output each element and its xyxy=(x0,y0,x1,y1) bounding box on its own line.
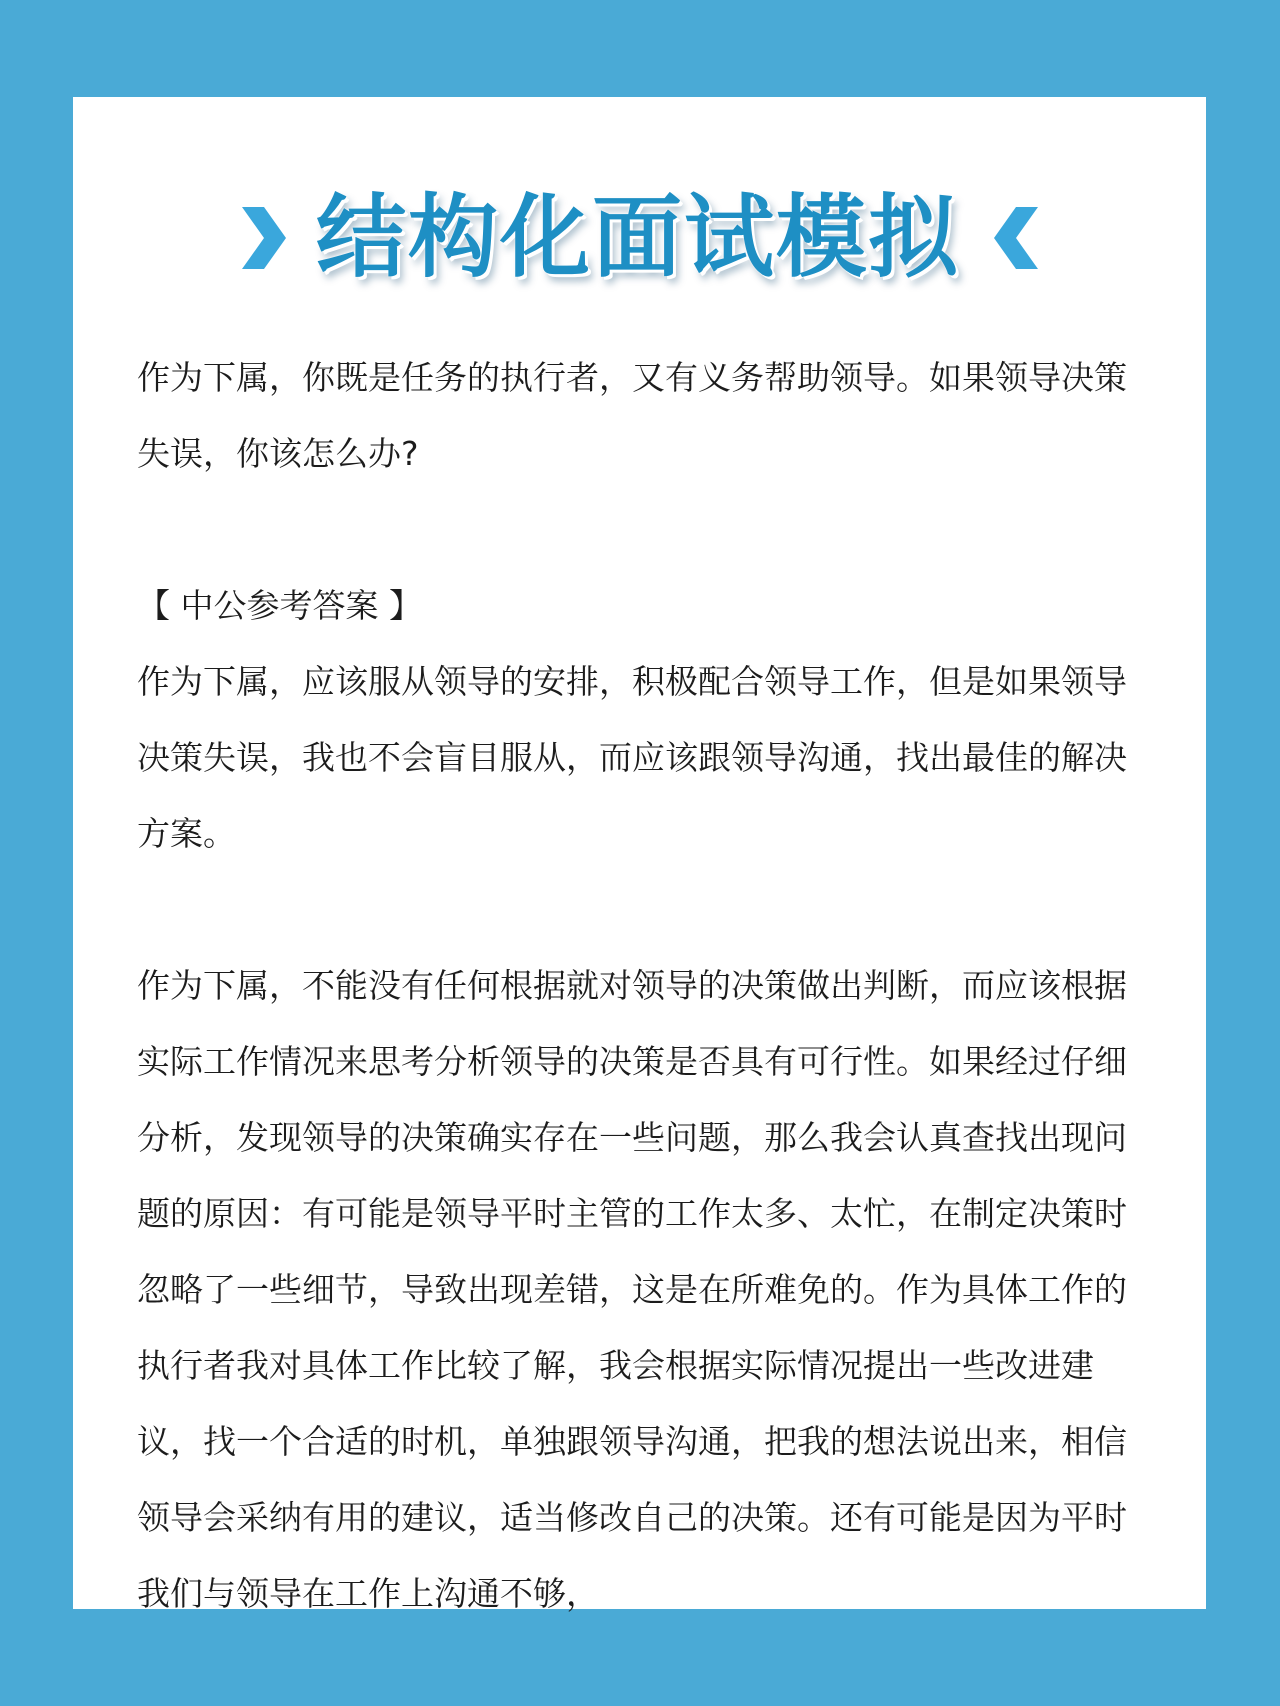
article-body xyxy=(137,340,1127,1632)
answer-paragraph-1: 作为下属，应该服从领导的安排，积极配合领导工作，但是如果领导决策失误，我也不会盲目服从，而应该跟领导沟通，找出最佳的解决方案。 xyxy=(137,662,1127,853)
question-text: 作为下属，你既是任务的执行者，又有义务帮助领导。如果领导决策失误，你该怎么办? xyxy=(137,358,1127,473)
answer-label: 【 中公参考答案 】 xyxy=(137,586,422,625)
chevron-left-icon xyxy=(990,203,1042,273)
title-row xyxy=(0,178,1280,298)
chevron-right-icon xyxy=(238,203,290,273)
spacer xyxy=(137,872,1127,948)
spacer xyxy=(137,492,1127,568)
page-title: 结构化面试模拟 xyxy=(316,185,960,290)
answer-paragraph-2: 作为下属，不能没有任何根据就对领导的决策做出判断，而应该根据实际工作情况来思考分析领导的决策是否具有可行性。如果经过仔细分析，发现领导的决策确实存在一些问题，那么我会认真查找出现问题的原因：有可能是领导平时主管的工作太多、太忙，在制定决策时忽略了一些细节，导致出现差错，这是在所难免的。作为具体工作的执行者我对具体工作比较了解，我会根据实际情况提出一些改进建议，找一个合适的时机，单独跟领导沟通，把我的想法说出来，相信领导会采纳有用的建议，适当修改自己的决策。还有可能是因为平时我们与领导在工作上沟通不够， xyxy=(137,966,1127,1613)
